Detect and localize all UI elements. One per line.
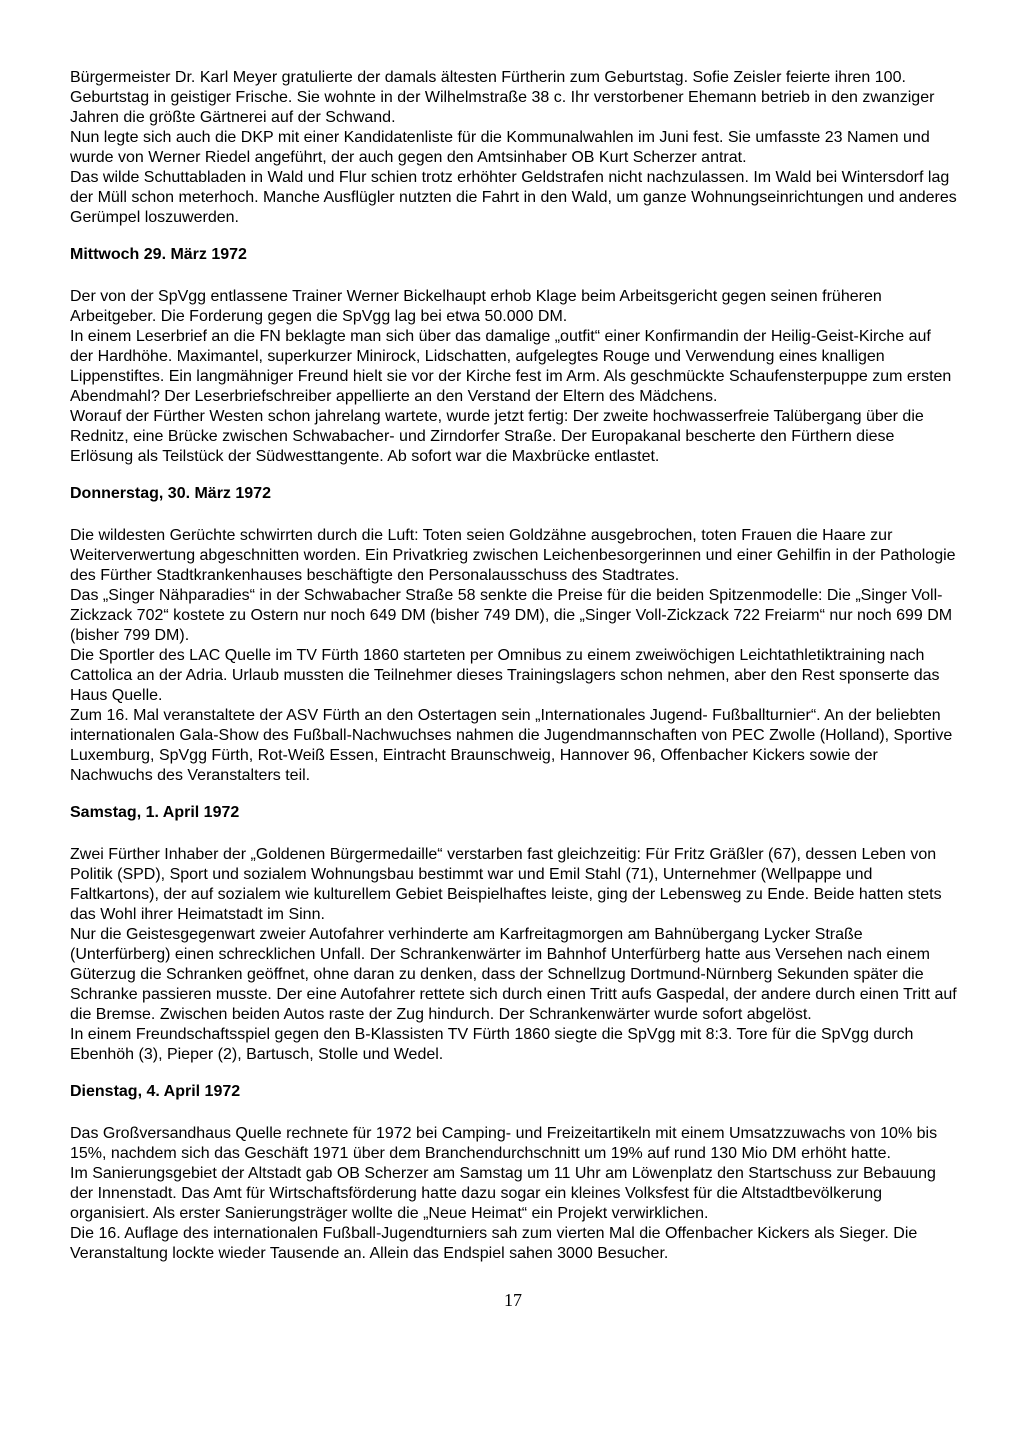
paragraph: Zwei Fürther Inhaber der „Goldenen Bürgermedaille“ verstarben fast gleichzeitig: Für Fritz Gräßler (67), dessen Leben von Politik (SPD), Sport und sozialem Wohnungsbau bestimmt war und Emil Stahl (71), Unternehmer (Wellpappe und Faltkartons), der auf sozialem wie kulturellem Gebiet Beispielhaftes leiste, ging der Lebensweg zu Ende. Beide hatten stets das Wohl ihrer Heimatstadt im Sinn.: [70, 846, 942, 923]
paragraph: In einem Freundschaftsspiel gegen den B-Klassisten TV Fürth 1860 siegte die SpVgg mit 8:3. Tore für die SpVgg durch Ebenhöh (3), Pieper (2), Bartusch, Stolle und Wedel.: [70, 1026, 914, 1063]
paragraph: Nur die Geistesgegenwart zweier Autofahrer verhinderte am Karfreitagmorgen am Bahnübergang Lycker Straße (Unterfürberg) einen schrecklichen Unfall. Der Schrankenwärter im Bahnhof Unterfürberg hatte aus Versehen nach einem Güterzug die Schranken geöffnet, ohne daran zu denken, dass der Schnellzug Dortmund-Nürnberg Sekunden später die Schranke passieren musste. Der eine Autofahrer rettete sich durch einen Tritt aufs Gaspedal, der andere durch einen Tritt auf die Bremse. Zwischen beiden Autos raste der Zug hindurch. Der Schrankenwärter wurde sofort abgelöst.: [70, 926, 957, 1023]
paragraph: Das Großversandhaus Quelle rechnete für 1972 bei Camping- und Freizeitartikeln mit einem Umsatzzuwachs von 10% bis 15%, nachdem sich das Geschäft 1971 über dem Branchendurchschnitt um 19% auf rund 130 Mio DM erhöht hatte.: [70, 1125, 938, 1162]
page-number: 17: [504, 1290, 522, 1310]
paragraph: Die 16. Auflage des internationalen Fußball-Jugendturniers sah zum vierten Mal die Offenbacher Kickers als Sieger. Die Veranstaltung lockte wieder Tausende an. Allein das Endspiel sahen 3000 Besucher.: [70, 1225, 918, 1262]
paragraph: Das wilde Schuttabladen in Wald und Flur schien trotz erhöhter Geldstrafen nicht nachzulassen. Im Wald bei Wintersdorf lag der Müll schon meterhoch. Manche Ausflügler nutzten die Fahrt in den Wald, um ganze Wohnungseinrichtungen und anderes Gerümpel loszuwerden.: [70, 169, 957, 226]
section-heading-donnerstag-30-maerz: Donnerstag, 30. März 1972: [70, 485, 271, 502]
section-heading-dienstag-4-april: Dienstag, 4. April 1972: [70, 1083, 241, 1100]
paragraph: Zum 16. Mal veranstaltete der ASV Fürth an den Ostertagen sein „Internationales Jugend- Fußballturnier“. An der beliebten internationalen Gala-Show des Fußball-Nachwuchses nahmen die Jugendmannschaften von PEC Zwolle (Holland), Sportive Luxemburg, SpVgg Fürth, Rot-Weiß Essen, Eintracht Braunschweig, Hannover 96, Offenbacher Kickers sowie der Nachwuchs des Veranstalters teil.: [70, 707, 953, 784]
paragraph: In einem Leserbrief an die FN beklagte man sich über das damalige „outfit“ einer Konfirmandin der Heilig-Geist-Kirche auf der Hardhöhe. Maximantel, superkurzer Minirock, Lidschatten, aufgelegtes Rouge und Verwendung eines knalligen Lippenstiftes. Ein langmähniger Freund hielt sie vor der Kirche fest im Arm. Als geschmückte Schaufensterpuppe zum ersten Abendmahl? Der Leserbriefschreiber appellierte an den Verstand der Eltern des Mädchens.: [70, 328, 952, 405]
section-heading-mittwoch-29-maerz: Mittwoch 29. März 1972: [70, 246, 247, 263]
paragraph: Worauf der Fürther Westen schon jahrelang wartete, wurde jetzt fertig: Der zweite hochwasserfreie Talübergang über die Rednitz, eine Brücke zwischen Schwabacher- und Zirndorfer Straße. Der Europakanal bescherte den Fürthern diese Erlösung als Teilstück der Südwesttangente. Ab sofort war die Maxbrücke entlastet.: [70, 408, 924, 465]
paragraph: Bürgermeister Dr. Karl Meyer gratulierte der damals ältesten Fürtherin zum Geburtstag. Sofie Zeisler feierte ihren 100. Geburtstag in geistiger Frische. Sie wohnte in der Wilhelmstraße 38 c. Ihr verstorbener Ehemann betrieb in den zwanziger Jahren die größte Gärtnerei auf der Schwand.: [70, 69, 935, 126]
paragraph: Die wildesten Gerüchte schwirrten durch die Luft: Toten seien Goldzähne ausgebrochen, toten Frauen die Haare zur Weiterverwertung abgeschnitten worden. Ein Privatkrieg zwischen Leichenbesorgerinnen und einer Gehilfin in der Pathologie des Fürther Stadtkrankenhauses beschäftigte den Personalausschuss des Stadtrates.: [70, 527, 956, 584]
paragraph: Nun legte sich auch die DKP mit einer Kandidatenliste für die Kommunalwahlen im Juni fest. Sie umfasste 23 Namen und wurde von Werner Riedel angeführt, der auch gegen den Amtsinhaber OB Kurt Scherzer antrat.: [70, 129, 930, 166]
paragraph: Der von der SpVgg entlassene Trainer Werner Bickelhaupt erhob Klage beim Arbeitsgericht gegen seinen früheren Arbeitgeber. Die Forderung gegen die SpVgg lag bei etwa 50.000 DM.: [70, 288, 882, 325]
paragraph: Das „Singer Nähparadies“ in der Schwabacher Straße 58 senkte die Preise für die beiden Spitzenmodelle: Die „Singer Voll-Zickzack 702“ kostete zu Ostern nur noch 649 DM (bisher 749 DM), die „Singer Voll-Zickzack 722 Freiarm“ nur noch 699 DM (bisher 799 DM).: [70, 587, 953, 644]
paragraph: Die Sportler des LAC Quelle im TV Fürth 1860 starteten per Omnibus zu einem zweiwöchigen Leichtathletiktraining nach Cattolica an der Adria. Urlaub mussten die Teilnehmer dieses Trainingslagers schon nehmen, aber den Rest sponserte das Haus Quelle.: [70, 647, 940, 704]
document-body: [70, 68, 958, 1264]
paragraph: Im Sanierungsgebiet der Altstadt gab OB Scherzer am Samstag um 11 Uhr am Löwenplatz den Startschuss zur Bebauung der Innenstadt. Das Amt für Wirtschaftsförderung hatte dazu sogar ein kleines Volksfest für die Altstadtbevölkerung organisiert. Als erster Sanierungsträger wollte die „Neue Heimat“ ein Projekt verwirklichen.: [70, 1165, 936, 1222]
section-heading-samstag-1-april: Samstag, 1. April 1972: [70, 804, 240, 821]
